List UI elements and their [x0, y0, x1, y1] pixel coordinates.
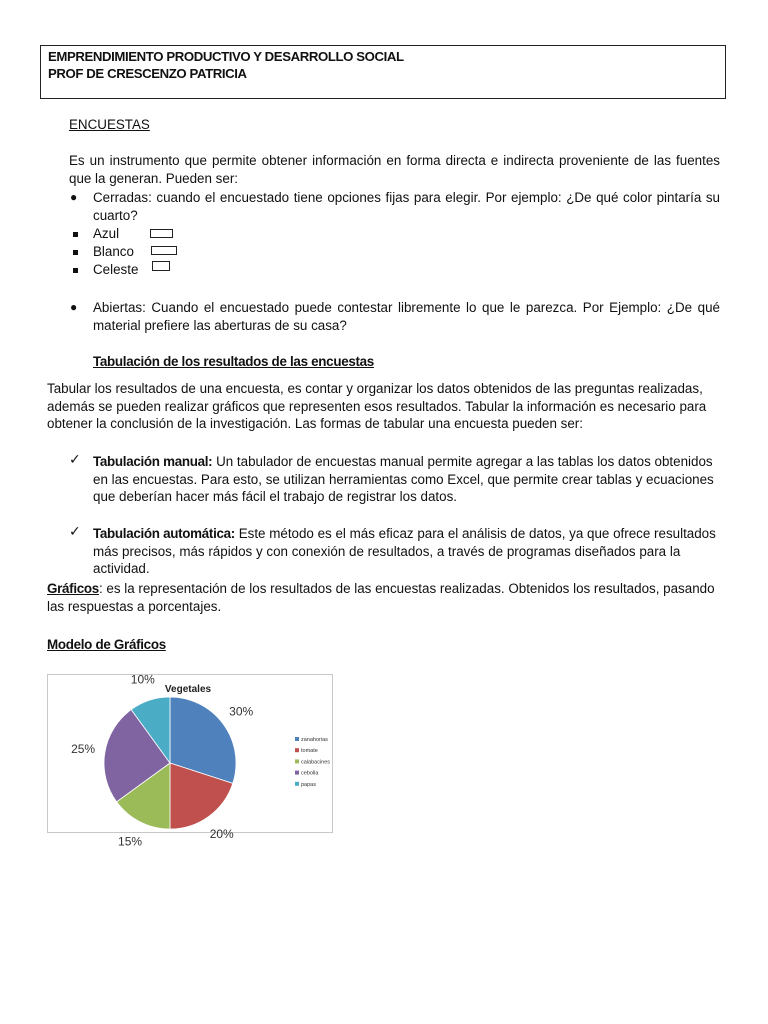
legend-label-papas: papas [301, 781, 316, 788]
manual-tabulation-paragraph [93, 453, 723, 506]
open-survey-description: Abiertas: Cuando el encuestado puede contestar libremente lo que le parezca. Por Ejemplo: ¿De qué material prefiere las aberturas de su casa? [93, 300, 720, 333]
auto-tabulation-paragraph [93, 525, 723, 578]
section-title-modelo-graficos: Modelo de Gráficos [47, 637, 166, 652]
pie-chart-svg [48, 672, 334, 849]
square-bullet-icon [73, 232, 78, 237]
pie-data-label-cebolla: 25% [71, 742, 96, 757]
pie-chart-vegetales [47, 672, 333, 849]
graficos-label: Gráficos [47, 581, 99, 596]
legend-label-cebolla: cebolla [301, 770, 319, 777]
section-title-tabulacion: Tabulación de los resultados de las encuestas [93, 354, 374, 369]
header-teacher-name: PROF DE CRESCENZO PATRICIA [48, 66, 247, 81]
graficos-paragraph [47, 580, 723, 615]
document-header [40, 45, 726, 99]
square-bullet-icon [73, 250, 78, 255]
option-label-celeste: Celeste [93, 262, 139, 277]
option-checkbox-azul [150, 229, 173, 238]
bullet-dot-icon: ● [70, 190, 78, 204]
pie-data-label-tomate: 20% [209, 827, 234, 842]
graficos-text: : es la representación de los resultados de las encuestas realizadas. Obtenidos los resultados, pasando las respuestas a porcentajes. [47, 581, 715, 614]
pie-data-label-papas: 10% [130, 672, 155, 687]
option-checkbox-blanco [151, 246, 177, 255]
option-label-blanco: Blanco [93, 244, 134, 259]
legend-label-calabacines: calabacines [301, 759, 331, 766]
checkmark-icon: ✓ [69, 451, 81, 467]
chart-title: Vegetales [164, 684, 212, 695]
bullet-dot-icon: ● [70, 300, 78, 314]
tabulacion-body: Tabular los resultados de una encuesta, es contar y organizar los datos obtenidos de las preguntas realizadas, además se pueden realizar gráficos que representen esos resultados. Tabular la información es necesario para obtener la conclusión de la investigación. Las formas de tabular una encuesta pueden ser: [47, 381, 707, 431]
option-label-azul: Azul [93, 226, 120, 241]
manual-tabulation-label: Tabulación manual: [93, 454, 213, 469]
header-course-title: EMPRENDIMIENTO PRODUCTIVO Y DESARROLLO SOCIAL [48, 49, 404, 64]
square-bullet-icon [73, 268, 78, 273]
checkmark-icon: ✓ [69, 523, 81, 539]
encuestas-intro: Es un instrumento que permite obtener información en forma directa e indirecta proveniente de las fuentes que la generan. Pueden ser: [69, 153, 720, 186]
section-title-encuestas: ENCUESTAS [69, 117, 150, 132]
legend-swatch-tomate [295, 748, 299, 752]
closed-survey-description: Cerradas: cuando el encuestado tiene opciones fijas para elegir. Por ejemplo: ¿De qué color pintaría su cuarto? [93, 190, 720, 223]
auto-tabulation-label: Tabulación automática: [93, 526, 235, 541]
legend-swatch-calabacines [295, 759, 299, 763]
pie-data-label-calabacines: 15% [118, 834, 143, 849]
pie-data-label-zanahorias: 30% [229, 704, 254, 719]
option-checkbox-celeste [152, 261, 170, 271]
manual-tabulation-text: Un tabulador de encuestas manual permite agregar a las tablas los datos obtenidos en las encuestas. Para esto, se utilizan herramientas como Excel, que permite crear tablas y ecuaciones que deberían hacer más fácil el trabajo de registrar los datos. [93, 454, 714, 504]
legend-label-tomate: tomate [301, 748, 318, 755]
legend-label-zanahorias: zanahorias [301, 737, 328, 743]
legend-swatch-papas [295, 782, 299, 786]
auto-tabulation-text: Este método es el más eficaz para el análisis de datos, ya que ofrece resultados más precisos, más rápidos y con conexión de resultados, a través de programas diseñados para la actividad. [93, 526, 716, 576]
legend-swatch-zanahorias [295, 737, 299, 741]
legend-swatch-cebolla [295, 771, 299, 775]
